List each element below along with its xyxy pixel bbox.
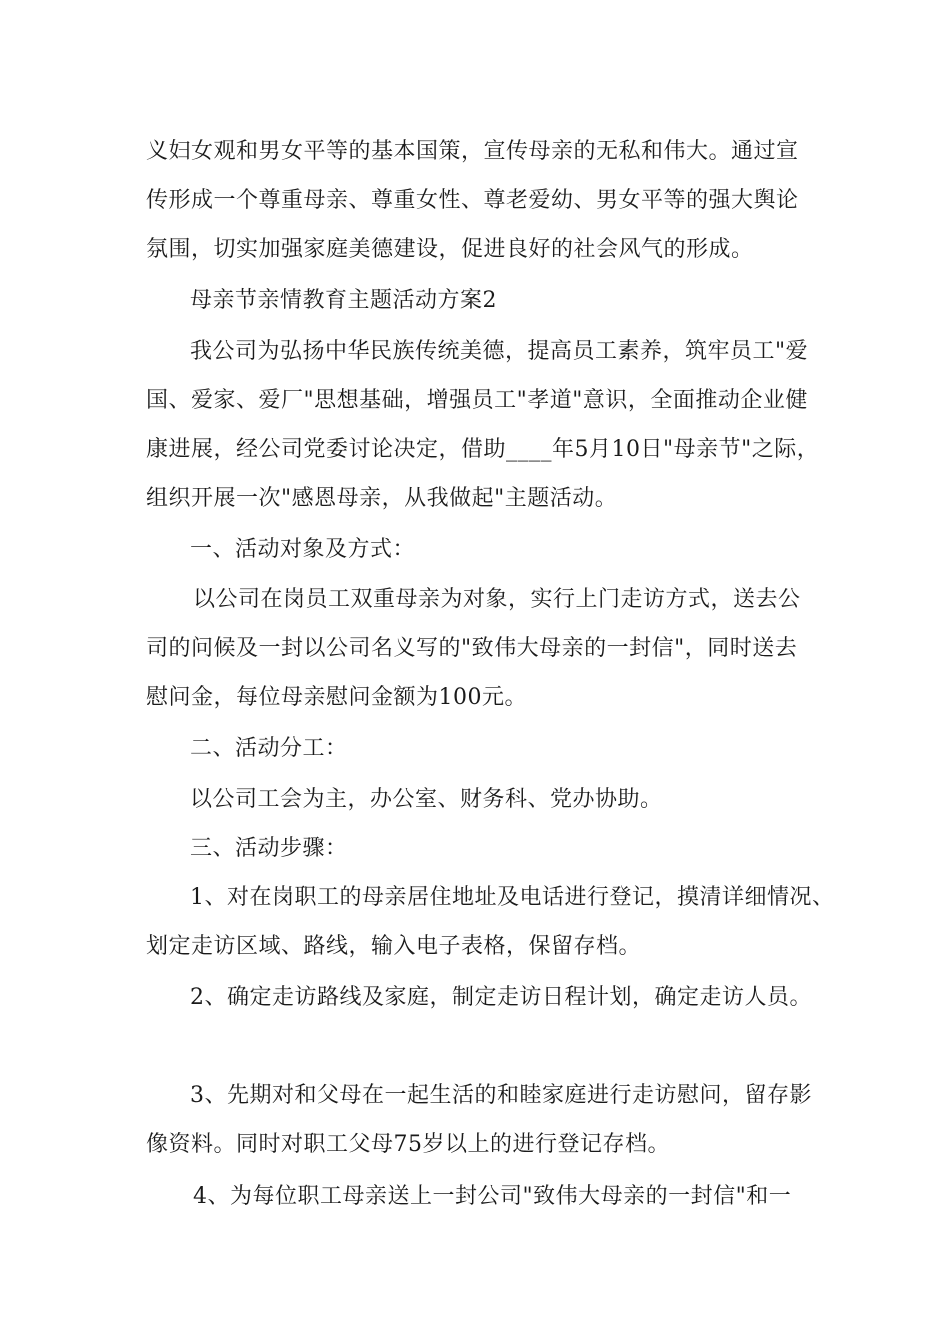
text-line: 我公司为弘扬中华民族传统美德，提高员工素养，筑牢员工"爱 xyxy=(190,339,809,364)
section-heading: 二、活动分工： xyxy=(190,736,348,761)
text-line: 康进展，经公司党委讨论决定，借助____年5月10日"母亲节"之际， xyxy=(146,437,820,462)
text-line: 传形成一个尊重母亲、尊重女性、尊老爱幼、男女平等的强大舆论 xyxy=(146,188,799,213)
text-line: 氛围，切实加强家庭美德建设，促进良好的社会风气的形成。 xyxy=(146,237,754,262)
text-line: 国、爱家、爱厂"思想基础，增强员工"孝道"意识，全面推动企业健 xyxy=(146,388,808,413)
text-line: 司的问候及一封以公司名义写的"致伟大母亲的一封信"，同时送去 xyxy=(146,636,798,661)
text-line: 组织开展一次"感恩母亲，从我做起"主题活动。 xyxy=(146,486,618,511)
text-line: 划定走访区域、路线，输入电子表格，保留存档。 xyxy=(146,934,642,959)
text-line: 像资料。同时对职工父母75岁以上的进行登记存档。 xyxy=(146,1132,670,1157)
text-line: 以公司工会为主，办公室、财务科、党办协助。 xyxy=(190,787,663,812)
section-heading: 三、活动步骤： xyxy=(190,836,348,861)
text-line: 以公司在岗员工双重母亲为对象，实行上门走访方式，送去公 xyxy=(193,587,801,612)
text-line: 2、确定走访路线及家庭，制定走访日程计划，确定走访人员。 xyxy=(190,985,812,1010)
text-line: 慰问金，每位母亲慰问金额为100元。 xyxy=(146,685,527,710)
text-line: 义妇女观和男女平等的基本国策，宣传母亲的无私和伟大。通过宣 xyxy=(146,139,799,164)
text-line: 1、对在岗职工的母亲居住地址及电话进行登记，摸清详细情况、 xyxy=(190,885,835,910)
section-heading: 母亲节亲情教育主题活动方案2 xyxy=(190,288,497,313)
section-heading: 一、活动对象及方式： xyxy=(190,537,416,562)
text-line: 3、先期对和父母在一起生活的和睦家庭进行走访慰问，留存影 xyxy=(190,1083,812,1108)
text-line: 4、为每位职工母亲送上一封公司"致伟大母亲的一封信"和一 xyxy=(193,1184,792,1209)
